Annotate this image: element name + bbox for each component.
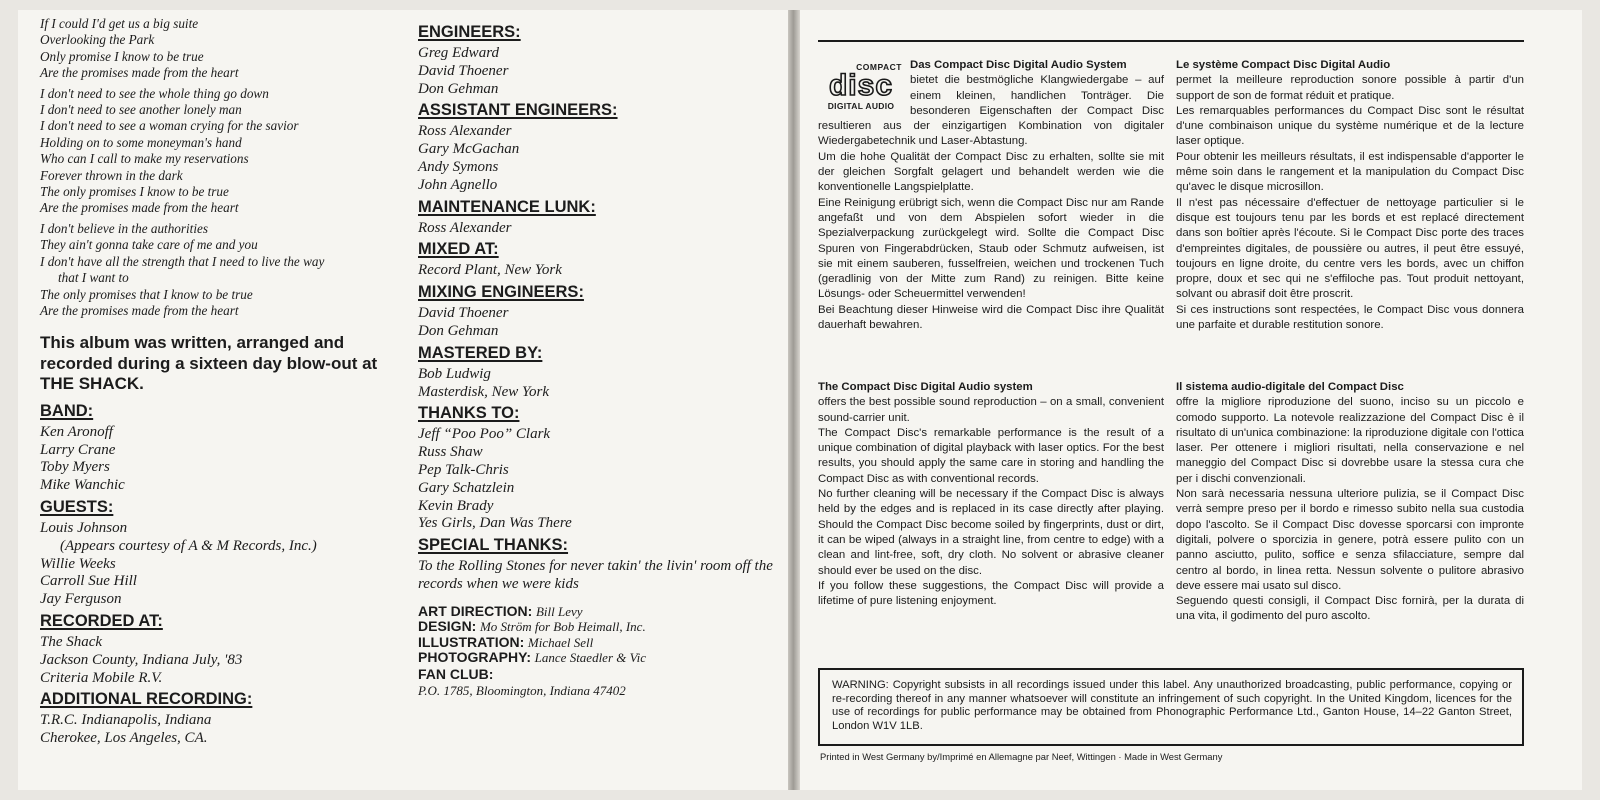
- credit-line: [418, 604, 788, 619]
- credit-name: Carroll Sue Hill: [40, 573, 137, 590]
- logo-digital-audio-text: DIGITAL AUDIO: [827, 101, 895, 112]
- credit-special-thanks: [418, 535, 788, 594]
- lyrics-and-credits-column: [40, 10, 380, 750]
- credit-label: ILLUSTRATION:: [418, 633, 525, 650]
- credit-heading: SPECIAL THANKS:: [418, 536, 569, 555]
- credit-name: Ross Alexander: [418, 219, 512, 236]
- credit-name: Cherokee, Los Angeles, CA.: [40, 730, 208, 747]
- lyric-line: that I want to: [58, 270, 129, 286]
- credit-guests: [40, 497, 380, 609]
- section-german: [818, 58, 1164, 333]
- section-body: offre la migliore riproduzione del suono, inciso su un piccolo e comodo supporto. La notevole realizzazione del Compact Disc è il risultato di un'unica combinazione: la riproduzione digitale con l'ottica laser. Per ottenere i migliori risultati, nella conservazione e nel maneggio del Compact Disc si dovrebbe usare la stessa cura che per i dischi convenzionali. Non sarà necessaria nessuna ulteriore pulizia, se il Compact Disc verrà sempre preso per il bordo e rimesso subito nella sua custodia dopo l'ascolto. Se il Compact Disc dovesse sporcarsi con impronte digitali, polvere o sporcizia in genere, potrà essere pulito con un panno asciutto, pulito, soffice e senza sfilacciature, sempre dal centro al bordo, in linea retta. Nessun solvente o pulitore abrasivo deve essere mai usato sul disco. Seguendo questi consigli, il Compact Disc fornirà, per la durata di una vita, il godimento del puro ascolto.: [1176, 396, 1524, 623]
- credit-heading: GUESTS:: [40, 498, 114, 516]
- credit-name: Criteria Mobile R.V.: [40, 669, 163, 686]
- credit-name: Larry Crane: [40, 441, 116, 458]
- production-credits-column: [418, 10, 788, 698]
- credit-name: To the Rolling Stones for never takin' the livin' room off the records when we were kids: [418, 558, 773, 592]
- credit-mixed-at: [418, 239, 788, 280]
- credit-mixing-engineers: [418, 282, 788, 341]
- section-body: offers the best possible sound reproduction – on a small, convenient sound-carrier unit. The Compact Disc's remarkable performance is the result of a unique combination of digital playback with laser optics. For the best results, you should apply the same care in storing and handling the Compact Disc as with conventional records. No further cleaning will be necessary if the Compact Disc is always held by the edges and is replaced in its case directly after playing. Should the Compact Disc become soiled by fingerprints, dust or dirt, it can be wiped (always in a straight line, from centre to edge) with a clean and lint-free, soft, dry cloth. No solvent or abrasive cleaner should ever be used on the disc. If you follow these suggestions, the Compact Disc will provide a lifetime of pure listening enjoyment.: [818, 396, 1164, 608]
- credit-value: Michael Sell: [527, 634, 594, 650]
- credit-name: (Appears courtesy of A & M Records, Inc.): [60, 537, 317, 554]
- section-title: Das Compact Disc Digital Audio System: [910, 59, 1127, 71]
- credit-line: [418, 635, 788, 650]
- printed-in-note: Printed in West Germany by/Imprimé en Allemagne par Neef, Wittingen · Made in West Germany: [820, 751, 1223, 762]
- credit-heading: MAINTENANCE LUNK:: [418, 197, 596, 216]
- lyric-line: If I could I'd get us a big suite: [40, 16, 199, 31]
- credit-name: Jeff “Poo Poo” Clark: [418, 426, 551, 443]
- section-french: [1176, 58, 1524, 333]
- lyrics: [40, 16, 380, 319]
- credit-name: Kevin Brady: [418, 497, 494, 514]
- lyrics-stanza: [40, 16, 380, 82]
- compact-disc-logo: [818, 60, 904, 112]
- credit-mastered-by: [418, 343, 788, 402]
- credit-assistant-engineers: [418, 100, 788, 194]
- lyrics-stanza: [40, 221, 380, 319]
- credit-name: Greg Edward: [418, 45, 499, 61]
- lyric-line: Who can I call to make my reservations: [40, 151, 249, 167]
- credit-name: Louis Johnson: [40, 520, 128, 536]
- booklet-fold: [788, 10, 800, 790]
- lyric-line: I don't believe in the authorities: [40, 220, 208, 236]
- credit-heading: BAND:: [40, 401, 94, 420]
- credit-name: Jay Ferguson: [40, 591, 122, 608]
- copyright-warning: WARNING: Copyright subsists in all recordings issued under this label. Any unauthorized broadcasting, public performance, copying or re-recording thereof in any manner whatsoever will constitute an infringement of such copyright. In the United Kingdom, licences for the use of recordings for public performance may be obtained from Phonographic Performance Ltd., Ganton House, 14–22 Ganton Street, London W1V 1LB.: [818, 668, 1524, 746]
- credit-name: David Thoener: [418, 62, 509, 79]
- credit-name: Mike Wanchic: [40, 477, 125, 494]
- top-rule: [818, 40, 1524, 42]
- fan-club-address: P.O. 1785, Bloomington, Indiana 47402: [418, 682, 626, 698]
- credit-line: [418, 619, 788, 634]
- lyric-line: They ain't gonna take care of me and you: [40, 237, 258, 253]
- logo-compact-text: COMPACT: [856, 62, 902, 72]
- section-title: Il sistema audio-digitale del Compact Disc: [1176, 381, 1404, 393]
- credit-name: Gary McGachan: [418, 141, 520, 158]
- section-english: [818, 380, 1164, 609]
- credit-name: Ken Aronoff: [40, 423, 113, 440]
- credit-name: Bob Ludwig: [418, 365, 491, 382]
- credit-name: Record Plant, New York: [418, 262, 562, 279]
- section-italian: [1176, 380, 1524, 625]
- credit-name: Willie Weeks: [40, 555, 116, 572]
- section-title: The Compact Disc Digital Audio system: [818, 381, 1033, 393]
- lyric-line: I don't need to see another lonely man: [40, 102, 242, 118]
- section-title: Le système Compact Disc Digital Audio: [1176, 59, 1391, 71]
- credit-name: John Agnello: [418, 176, 498, 193]
- credit-heading: ENGINEERS:: [418, 23, 521, 41]
- lyric-line: Holding on to some moneyman's hand: [40, 134, 242, 150]
- credit-value: Lance Staedler & Vic: [534, 649, 646, 665]
- credit-name: Jackson County, Indiana July, '83: [40, 651, 243, 668]
- credit-name: Toby Myers: [40, 459, 110, 476]
- section-body: permet la meilleure reproduction sonore possible à partir d'un support de son de format réduit et pratique. Les remarquables performances du Compact Disc sont le résultat d'une combinaison unique du système numérique et de la lecture laser optique. Pour obtenir les meilleurs résultats, il est indispensable d'apporter le même soin dans le rangement et la manipulation du Compact Disc qu'avec le disque microsillon. Il n'est pas nécessaire d'effectuer de nettoyage particulier si le disque est toujours tenu par les bords et est replacé directement dans son boîtier après l'écoute. Si le Compact Disc porte des traces d'empreintes digitales, de poussière ou autres, il peut être essuyé, toujours en ligne droite, du centre vers les bords, avec un chiffon propre, doux et sec qui ne s'effiloche pas. Tout produit nettoyant, solvant ou abrasif doit être proscrit. Si ces instructions sont respectées, le Compact Disc vous donnera une parfaite et durable restitution sonore.: [1176, 74, 1524, 332]
- lyric-line: Are the promises made from the heart: [40, 302, 239, 318]
- fan-club-label: FAN CLUB:: [418, 666, 494, 683]
- lyric-line: I don't need to see a woman crying for the savior: [40, 118, 299, 134]
- credit-band: [40, 401, 380, 495]
- lyric-line: I don't have all the strength that I need to live the way: [40, 253, 325, 269]
- credit-thanks-to: [418, 403, 788, 533]
- lyric-line: The only promises that I know to be true: [40, 286, 253, 302]
- lyric-line: Forever thrown in the dark: [40, 167, 183, 183]
- credit-label: PHOTOGRAPHY:: [418, 648, 532, 665]
- album-statement: This album was written, arranged and recorded during a sixteen day blow-out at THE SHACK.: [40, 333, 378, 394]
- credit-heading: THANKS TO:: [418, 404, 520, 423]
- design-credits: [418, 604, 788, 698]
- credit-name: Russ Shaw: [418, 444, 483, 461]
- credit-heading: MIXED AT:: [418, 240, 499, 259]
- credit-name: Gary Schatzlein: [418, 479, 515, 496]
- credit-heading: MIXING ENGINEERS:: [418, 283, 584, 302]
- credit-heading: ASSISTANT ENGINEERS:: [418, 101, 618, 120]
- credit-recorded-at: [40, 611, 380, 687]
- logo-disc-text: disc: [828, 69, 894, 103]
- credit-value: Bill Levy: [535, 603, 583, 619]
- credit-name: Pep Talk-Chris: [418, 461, 509, 478]
- credit-name: The Shack: [40, 633, 103, 650]
- credit-name: T.R.C. Indianapolis, Indiana: [40, 712, 212, 729]
- credit-name: Don Gehman: [418, 80, 499, 97]
- credit-name: Andy Symons: [418, 158, 499, 175]
- credit-name: David Thoener: [418, 305, 509, 322]
- lyric-line: Only promise I know to be true: [40, 48, 204, 64]
- lyric-line: The only promises I know to be true: [40, 184, 229, 200]
- lyric-line: Are the promises made from the heart: [40, 65, 239, 81]
- credit-engineers: [418, 22, 788, 98]
- credit-heading: MASTERED BY:: [418, 343, 543, 362]
- credit-label: DESIGN:: [418, 618, 477, 635]
- credit-value: Mo Ström for Bob Heimall, Inc.: [479, 619, 646, 635]
- credit-heading: RECORDED AT:: [40, 611, 163, 630]
- credit-heading: ADDITIONAL RECORDING:: [40, 690, 253, 709]
- booklet-right-page: [800, 10, 1582, 790]
- credit-additional-recording: [40, 689, 380, 748]
- credit-name: Masterdisk, New York: [418, 383, 549, 400]
- lyric-line: Overlooking the Park: [40, 32, 155, 48]
- credit-maintenance: [418, 197, 788, 238]
- lyric-line: Are the promises made from the heart: [40, 200, 239, 216]
- credit-label: ART DIRECTION:: [418, 602, 533, 619]
- credit-line: [418, 650, 788, 665]
- booklet-left-page: [18, 10, 788, 790]
- lyrics-stanza: [40, 86, 380, 217]
- lyric-line: I don't need to see the whole thing go down: [40, 85, 269, 101]
- credit-name: Ross Alexander: [418, 123, 512, 140]
- credit-name: Yes Girls, Dan Was There: [418, 515, 572, 532]
- credit-name: Don Gehman: [418, 322, 499, 339]
- section-body: bietet die bestmögliche Klangwiedergabe – auf einem kleinen, handlichen Tonträger. Die besonderen Eigenschaften der Compact Disc resultieren aus der einzigartigen Kombination von digitaler Wiedergabetechnik und Laser-Abtastung. Um die hohe Qualität der Compact Disc zu erhalten, sollte sie mit der gleichen Sorgfalt gelagert und behandelt werden wie die konventionelle Langspielplatte. Eine Reinigung erübrigt sich, wenn die Compact Disc nur am Rande angefaßt und von dem Abspielen sofort wieder in die Spezialverpackung zurückgelegt wird. Sollte die Compact Disc Spuren von Fingerabdrücken, Staub oder Schmutz aufweisen, ist sie mit einem sauberen, fusselfreien, weichen und trockenen Tuch (geradlinig von der Mitte zum Rand) zu reinigen. Bitte keine Lösungs- oder Scheuermittel verwenden! Bei Beachtung dieser Hinweise wird die Compact Disc ihre Qualität dauerhaft bewahren.: [818, 74, 1164, 332]
